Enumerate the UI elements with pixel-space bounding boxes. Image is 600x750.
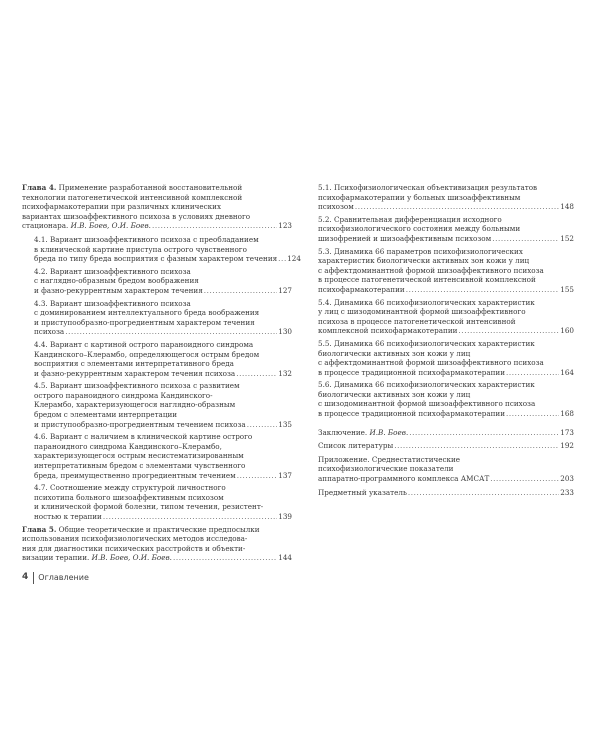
- page-number: 152: [560, 233, 574, 243]
- page-number: 135: [278, 419, 292, 429]
- toc-line: психофармакотерапии: [318, 284, 405, 294]
- toc-line: и приступообразно-прогредиентным течением психоза: [34, 419, 246, 429]
- toc-authors: И.В. Боев, О.И. Боев.: [70, 221, 151, 231]
- toc-line: 4.7. Соотношение между структурой личностного: [34, 483, 226, 493]
- toc-line: 5.6. Динамика 66 психофизиологических характеристик: [318, 380, 535, 390]
- toc-line: в клинической картине приступа острого чувственного: [34, 244, 247, 254]
- chapter-label: Глава 5.: [22, 524, 57, 534]
- toc-line: 5.3. Динамика 66 параметров психофизиологических: [318, 246, 523, 256]
- dot-leader: [65, 327, 277, 337]
- toc-bibliography: [318, 441, 574, 451]
- toc-line: параноидного синдрома Кандинского–Клерамбо,: [34, 441, 222, 451]
- page-footer: [22, 572, 89, 584]
- toc-line: психоза в процессе патогенетической интенсивной: [318, 316, 516, 326]
- toc-line: характеризующегося острым несистематизированным: [34, 451, 244, 461]
- toc-line: 4.3. Вариант шизоаффективного психоза: [34, 298, 191, 308]
- toc-line: в процессе традиционной психофармакотерапии: [318, 409, 505, 419]
- toc-line: Кандинского–Клерамбо, определяющегося острым бредом: [34, 349, 260, 359]
- page-number: 148: [560, 202, 574, 212]
- toc-section-4-6: [22, 432, 292, 480]
- page-number: 233: [560, 487, 574, 497]
- toc-line: биологически активных зон кожи у лиц: [318, 389, 471, 399]
- toc-right-column: [318, 183, 574, 500]
- dot-leader: [173, 553, 277, 563]
- chapter-label: Глава 4.: [22, 183, 57, 192]
- toc-line: и фазно-рекуррентным характером течения психоза: [34, 368, 236, 378]
- toc-line: психоза: [34, 327, 65, 337]
- toc-section-4-7: [22, 483, 292, 521]
- toc-line: аппаратно-программного комплекса АМСАТ: [318, 474, 490, 484]
- toc-line: с аффектдоминантной формой шизоаффективного психоза: [318, 358, 544, 368]
- toc-line: психофизиологического состояния между больными: [318, 224, 521, 234]
- toc-line: Общие теоретические и практические предпосылки: [58, 524, 260, 534]
- page-number: 160: [560, 326, 574, 336]
- dot-leader: [236, 369, 277, 379]
- toc-line: с наглядно-образным бредом воображения: [34, 276, 199, 286]
- toc-line: бредом с элементами интерпретации: [34, 410, 178, 420]
- dot-leader: [204, 286, 278, 296]
- toc-line: Заключение.: [318, 427, 370, 437]
- dot-leader: [490, 474, 559, 484]
- toc-line: с аффектдоминантной формой шизоаффективного психоза: [318, 265, 544, 275]
- page-number: 127: [278, 285, 292, 295]
- toc-line: с доминированием интеллектуального бреда воображения: [34, 308, 260, 318]
- dot-leader: [237, 471, 278, 481]
- toc-line: 5.5. Динамика 66 психофизиологических характеристик: [318, 338, 535, 348]
- dot-leader: [355, 202, 559, 212]
- toc-line: Клерамбо, характеризующегося наглядно-образным: [34, 400, 236, 410]
- dot-leader: [506, 409, 559, 419]
- toc-section-5-1: [318, 183, 574, 212]
- toc-section-5-3: [318, 247, 574, 295]
- toc-line: 4.2. Вариант шизоаффективного психоза: [34, 266, 191, 276]
- toc-line: психофармакотерапии при различных клинических: [22, 202, 221, 212]
- toc-line: шизофренией и шизоаффективным психозом: [318, 233, 492, 243]
- toc-subject-index: [318, 488, 574, 498]
- toc-section-4-4: [22, 340, 292, 378]
- toc-section-5-6: [318, 380, 574, 418]
- toc-line: визации терапии.: [22, 553, 92, 563]
- toc-line: и клинической формой болезни, типом течения, резистент-: [34, 502, 264, 512]
- dot-leader: [152, 221, 277, 231]
- toc-section-5-4: [318, 298, 574, 336]
- dot-leader: [408, 488, 559, 498]
- toc-line: комплексной психофармакотерапии: [318, 326, 458, 336]
- toc-section-5-5: [318, 339, 574, 377]
- toc-line: у лиц с шизодоминантной формой шизоаффективного: [318, 307, 526, 317]
- page-number: 155: [560, 284, 574, 294]
- toc-line: характеристик биологически активных зон кожи у лиц: [318, 256, 530, 266]
- page-number: 168: [560, 409, 574, 419]
- page-number: 124: [287, 254, 301, 264]
- toc-section-5-2: [318, 215, 574, 244]
- page-number: 123: [278, 221, 292, 231]
- page-number: 137: [278, 470, 292, 480]
- page-number: 192: [560, 441, 574, 451]
- toc-authors: И.В. Боев, О.И. Боев.: [91, 553, 172, 563]
- toc-line: в процессе традиционной психофармакотерапии: [318, 367, 505, 377]
- toc-line: восприятия с элементами интерпретативного бреда: [34, 359, 234, 369]
- toc-line: Приложение. Среднестатистические: [318, 454, 461, 464]
- page-number: 173: [560, 427, 574, 437]
- dot-leader: [394, 441, 559, 451]
- page-number: 164: [560, 367, 574, 377]
- toc-line: с шизодоминантной формой шизоаффективного психоза: [318, 399, 536, 409]
- toc-line: Предметный указатель: [318, 487, 407, 497]
- toc-line: ния для диагностики психических расстройств и объекти-: [22, 543, 246, 553]
- toc-line: 4.5. Вариант шизоаффективного психоза с развитием: [34, 381, 240, 391]
- toc-line: ностью к терапии: [34, 512, 102, 521]
- footer-page-number: 4: [22, 572, 29, 583]
- toc-authors: И.В. Боев.: [369, 427, 409, 437]
- dot-leader: [103, 512, 277, 522]
- toc-line: в процессе патогенетической интенсивной комплексной: [318, 275, 536, 285]
- toc-chapter-4: [22, 183, 292, 231]
- toc-line: технологии патогенетической интенсивной комплексной: [22, 192, 243, 202]
- toc-left-column: [22, 183, 301, 567]
- toc-line: психотипа больного шизоаффективным психозом: [34, 492, 224, 502]
- dot-leader: [492, 234, 559, 244]
- toc-line: бреда, преимущественно прогредиентным течением: [34, 470, 236, 480]
- dot-leader: [278, 254, 286, 264]
- toc-line: 4.6. Вариант с наличием в клинической картине острого: [34, 432, 253, 442]
- toc-section-4-3: [22, 299, 292, 337]
- toc-line: Список литературы: [318, 441, 394, 451]
- page-number: 203: [560, 474, 574, 484]
- toc-line: психофармакотерапии у больных шизоаффективным: [318, 192, 521, 202]
- toc-line: 4.1. Вариант шизоаффективного психоза с преобладанием: [34, 234, 259, 244]
- toc-line: психозом: [318, 202, 354, 212]
- toc-line: интерпретативным бредом с элементами чувственного: [34, 461, 246, 471]
- toc-line: биологически активных зон кожи у лиц: [318, 348, 471, 358]
- toc-line: вариантах шизоаффективного психоза в условиях дневного: [22, 211, 251, 221]
- toc-chapter-5: [22, 525, 292, 563]
- page-number: 139: [278, 512, 292, 521]
- toc-line: использования психофизиологических методов исследова-: [22, 534, 248, 544]
- toc-line: 5.2. Сравнительная дифференциация исходного: [318, 214, 502, 224]
- page-number: 144: [278, 553, 292, 563]
- page-number: 130: [278, 327, 292, 337]
- dot-leader: [247, 420, 278, 430]
- toc-section-4-5: [22, 381, 292, 429]
- dot-leader: [406, 285, 560, 295]
- toc-line: и приступообразно-прогредиентным характером течения: [34, 317, 255, 327]
- toc-line: бреда по типу бреда восприятия с фазным характером течения: [34, 254, 278, 264]
- toc-line: острого параноидного синдрома Кандинского-: [34, 390, 213, 400]
- toc-section-4-1: [22, 234, 301, 264]
- toc-conclusion: [318, 428, 574, 438]
- toc-line: Применение разработанной восстановительной: [58, 183, 243, 192]
- footer-divider: [33, 572, 34, 584]
- toc-line: стационара.: [22, 221, 71, 231]
- toc-section-4-2: [22, 267, 292, 296]
- toc-line: 5.1. Психофизиологическая объективизация результатов: [318, 183, 538, 192]
- toc-line: и фазно-рекуррентным характером течения: [34, 285, 203, 295]
- toc-line: психофизиологические показатели: [318, 464, 454, 474]
- dot-leader: [409, 428, 559, 438]
- dot-leader: [458, 326, 559, 336]
- toc-appendix: [318, 455, 574, 484]
- toc-line: 5.4. Динамика 66 психофизиологических характеристик: [318, 297, 535, 307]
- dot-leader: [506, 368, 559, 378]
- footer-title: Оглавление: [38, 573, 89, 583]
- page-number: 132: [278, 368, 292, 378]
- toc-line: 4.4. Вариант с картиной острого параноидного синдрома: [34, 339, 254, 349]
